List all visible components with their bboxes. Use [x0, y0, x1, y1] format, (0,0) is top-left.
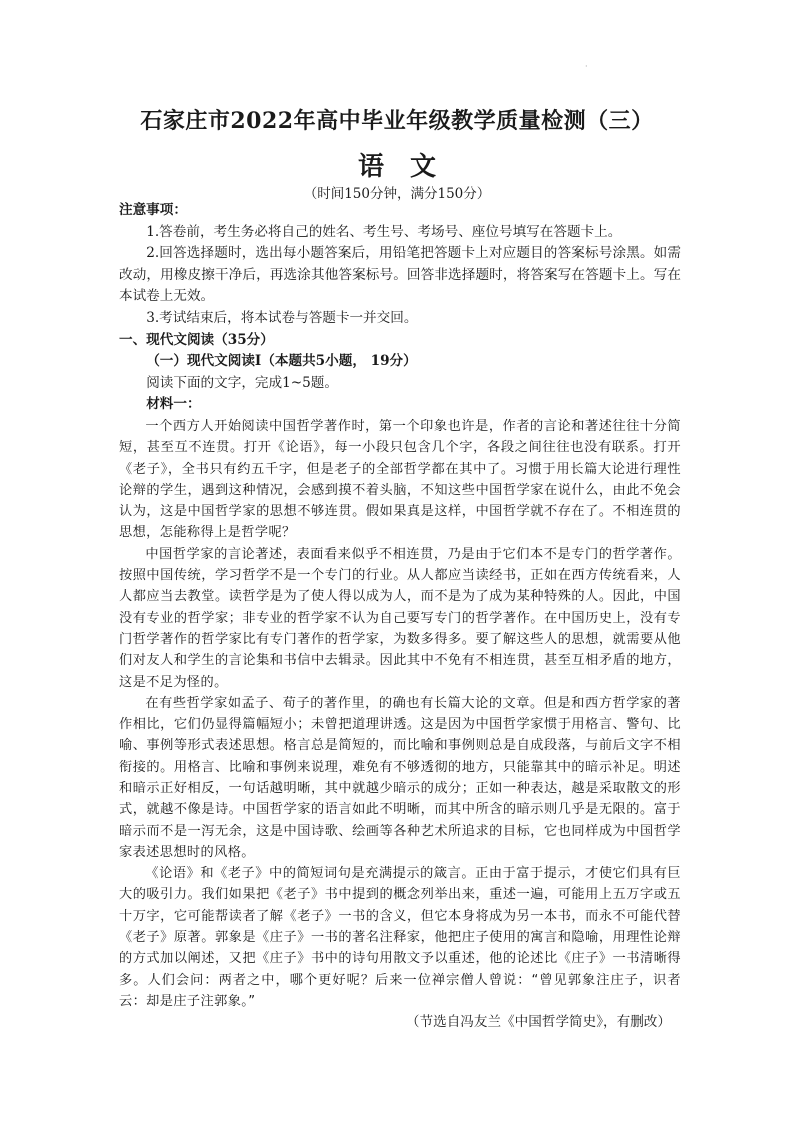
corner-mark: · [585, 62, 588, 71]
notice-item-2: 2.回答选择题时，选出每小题答案后，用铅笔把答题卡上对应题目的答案标号涂黑。如需改动，用橡皮擦干净后，再选涂其他答案标号。回答非选择题时，将答案写在答题卡上。写在本试卷上无效。 [119, 245, 681, 305]
passage-paragraph-2: 中国哲学家的言论著述，表面看来似乎不相连贯，乃是由于它们本不是专门的哲学著作。按照中国传统，学习哲学不是一个专门的行业。从人都应当读经书，正如在西方传统看来，人人都应当去教堂。读哲学是为了使人得以成为人，而不是为了成为某种特殊的人。因此，中国没有专业的哲学家；非专业的哲学家不认为自己要写专门的哲学著作。在中国历史上，没有专门哲学著作的哲学家比有专门著作的哲学家，为数多得多。要了解这些人的思想，就需要从他们对友人和学生的言论集和书信中去辑录。因此其中不免有不相连贯，甚至互相矛盾的地方，这是不足为怪的。 [119, 546, 681, 690]
passage-paragraph-4: 《论语》和《老子》中的简短词句是充满提示的箴言。正由于富于提示，才使它们具有巨大的吸引力。我们如果把《老子》书中提到的概念列举出来，重述一遍，可能用上五万字或五十万字，它可能帮读者了解《老子》一书的含义，但它本身将成为另一本书，而永不可能代替《老子》原著。郭象是《庄子》一书的著名注释家，他把庄子使用的寓言和隐喻，用理性论辩的方式加以阐述，又把《庄子》书中的诗句用散文予以重述，他的论述比《庄子》一书清晰得多。人们会问：两者之中，哪个更好呢？后来一位禅宗僧人曾说：“曾见郭象注庄子，识者云：却是庄子注郭象。” [119, 866, 681, 1009]
passage-paragraph-1: 一个西方人开始阅读中国哲学著作时，第一个印象也许是，作者的言论和著述往往十分简短，甚至互不连贯。打开《论语》，每一小段只包含几个字，各段之间往往也没有联系。打开《老子》，全书只有约五千字，但是老子的全部哲学都在其中了。习惯于用长篇大论进行理性论辩的学生，遇到这种情况，会感到摸不着头脑，不知这些中国哲学家在说什么，由此不免会认为，这是中国哲学家的思想不够连贯。假如果真是这样，中国哲学就不存在了。不相连贯的思想，怎能称得上是哲学呢？ [119, 418, 681, 541]
section-heading: 一、现代文阅读（35分） [119, 331, 274, 348]
passage-paragraph-3: 在有些哲学家如孟子、荀子的著作里，的确也有长篇大论的文章。但是和西方哲学家的著作相比，它们仍显得篇幅短小；未曾把道理讲透。这是因为中国哲学家惯于用格言、警句、比喻、事例等形式表述思想。格言总是简短的，而比喻和事例则总是自成段落，与前后文字不相衔接的。用格言、比喻和事例来说理，难免有不够透彻的地方，只能靠其中的暗示补足。明述和暗示正好相反，一句话越明晰，其中就越少暗示的成分；正如一种表达，越是采取散文的形式，就越不像是诗。中国哲学家的语言如此不明晰，而其中所含的暗示则几乎是无限的。富于暗示而不是一泻无余，这是中国诗歌、绘画等各种艺术所追求的目标，它也同样成为中国哲学家表述思想时的风格。 [119, 695, 681, 860]
exam-content [119, 200, 681, 1034]
time-note: （时间150分钟，满分150分） [303, 186, 491, 202]
subsection-heading: （一）现代文阅读Ⅰ（本题共5小题， 19分） [146, 353, 417, 370]
notice-heading: 注意事项： [119, 202, 187, 218]
subject-title: 语文 [357, 152, 462, 182]
notice-item-1: 1.答卷前，考生务必将自己的姓名、考生号、考场号、座位号填写在答题卡上。 [146, 223, 622, 240]
material-label: 材料一： [146, 396, 201, 413]
instruction-text: 阅读下面的文字，完成1~5题。 [146, 374, 338, 391]
notice-item-3: 3.考试结束后，将本试卷与答题卡一并交回。 [146, 309, 418, 326]
exam-title: 石家庄市2022年高中毕业年级教学质量检测（三） [140, 108, 654, 134]
source-citation: （节选自冯友兰《中国哲学简史》，有删改） [405, 1014, 671, 1031]
